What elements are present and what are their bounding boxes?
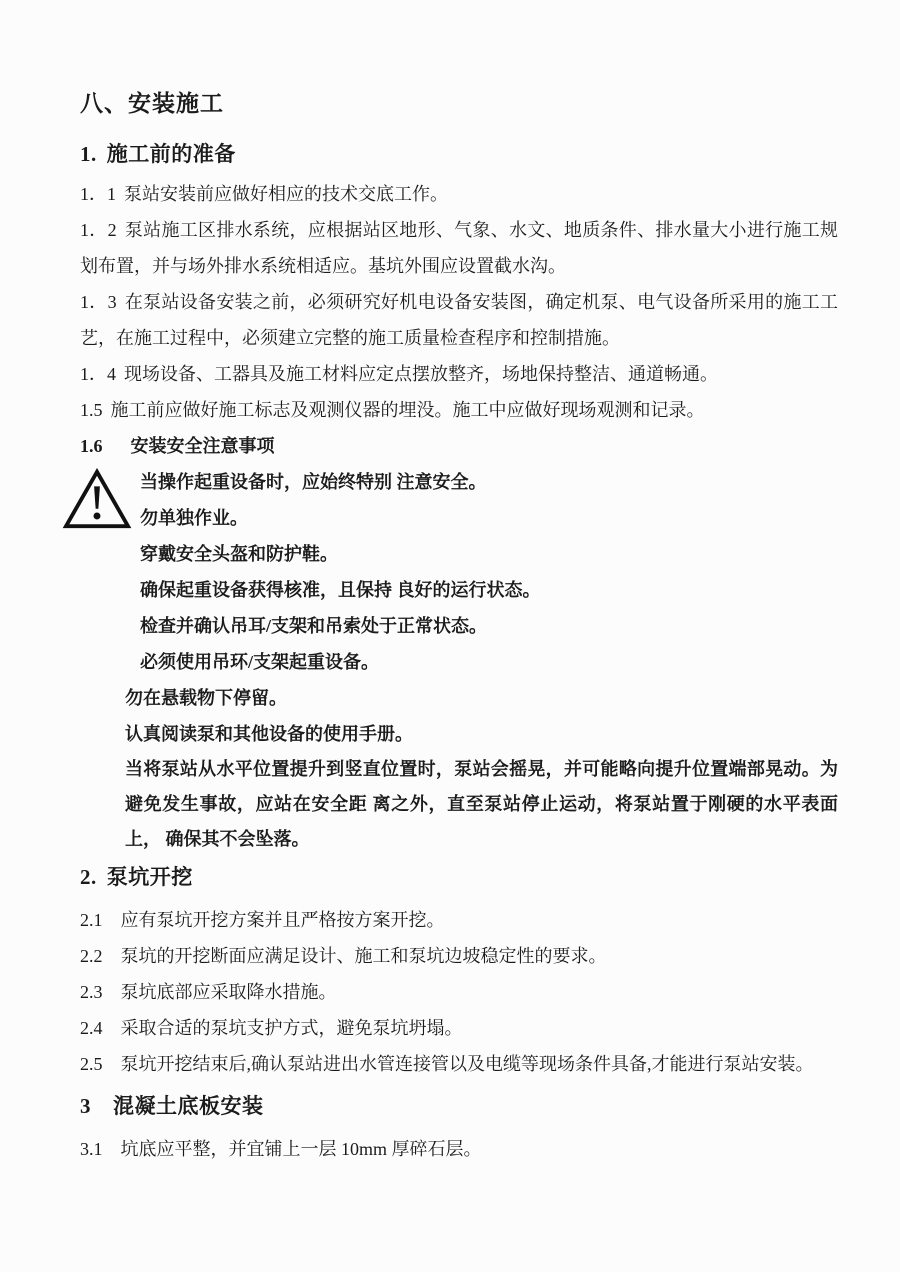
section-3-number: 3 (80, 1094, 91, 1118)
warning-triangle-icon (62, 468, 132, 530)
para-text: 泵站施工区排水系统，应根据站区地形、气象、水文、地质条件、排水量大小进行施工规划布置，并与场外排水系统相适应。基坑外围应设置截水沟。 (80, 220, 839, 276)
para-1-3 (80, 284, 838, 356)
para-text: 泵坑开挖结束后,确认泵站进出水管连接管以及电缆等现场条件具备,才能进行泵站安装。 (120, 1054, 814, 1074)
para-text: 泵站安装前应做好相应的技术交底工作。 (124, 184, 448, 204)
para-number: 2.3 (80, 982, 103, 1002)
para-text: 施工前应做好施工标志及观测仪器的埋没。施工中应做好现场观测和记录。 (110, 400, 705, 420)
para-number: 2.2 (80, 946, 103, 966)
para-number: 1．2 (80, 220, 117, 240)
safety-item: 当操作起重设备时，应始终特别 注意安全。 (140, 472, 487, 492)
para-number: 2.1 (80, 910, 103, 930)
para-number: 1．3 (80, 292, 117, 312)
para-1-4 (80, 356, 838, 392)
safety-item: 检查并确认吊耳/支架和吊索处于正常状态。 (140, 616, 487, 636)
para-number: 1.5 (80, 400, 103, 420)
section-1-heading (80, 142, 838, 167)
para-1-5 (80, 392, 838, 428)
safety-section-heading (80, 428, 838, 464)
para-2-2 (80, 938, 838, 974)
para-2-1 (80, 902, 838, 938)
para-number: 1．1 (80, 184, 116, 204)
para-text: 采取合适的泵坑支护方式，避免泵坑坍塌。 (120, 1018, 463, 1038)
para-2-4 (80, 1010, 838, 1046)
para-number: 2.5 (80, 1054, 103, 1074)
section-1-number: 1. (80, 142, 97, 166)
section-2-number: 2. (80, 865, 97, 889)
section-3-heading (80, 1094, 838, 1119)
para-text: 泵坑底部应采取降水措施。 (120, 982, 337, 1002)
para-text: 现场设备、工器具及施工材料应定点摆放整齐，场地保持整洁、通道畅通。 (124, 364, 718, 384)
safety-item: 确保起重设备获得核准，且保持 良好的运行状态。 (140, 580, 541, 600)
para-1-1 (80, 176, 838, 212)
para-text: 泵坑的开挖断面应满足设计、施工和泵坑边坡稳定性的要求。 (120, 946, 607, 966)
para-2-5 (80, 1046, 838, 1082)
section-2 (80, 865, 838, 1082)
safety-item: 认真阅读泵和其他设备的使用手册。 (125, 724, 413, 744)
para-text: 应有泵坑开挖方案并且严格按方案开挖。 (120, 910, 445, 930)
safety-item: 当将泵站从水平位置提升到竖直位置时，泵站会摇晃，并可能略向提升位置端部晃动。为避免发生事故，应站在安全距 离之外，直至泵站停止运动，将泵站置于刚硬的水平表面上， 确保其不会坠落。 (125, 759, 838, 849)
section-3-title: 混凝土底板安装 (113, 1094, 264, 1118)
safety-item: 穿戴安全头盔和防护鞋。 (140, 544, 338, 564)
safety-item: 必须使用吊环/支架起重设备。 (140, 652, 379, 672)
section-2-title: 泵坑开挖 (106, 865, 193, 889)
para-text: 坑底应平整，并宜铺上一层 10mm 厚碎石层。 (120, 1139, 482, 1159)
para-3-1 (80, 1131, 838, 1167)
para-2-3 (80, 974, 838, 1010)
para-1-2 (80, 212, 838, 284)
safety-item: 勿在悬载物下停留。 (125, 688, 287, 708)
safety-section-number: 1.6 (80, 436, 103, 456)
para-number: 2.4 (80, 1018, 103, 1038)
section-2-heading (80, 865, 838, 890)
para-number: 3.1 (80, 1139, 103, 1159)
safety-section-title: 安装安全注意事项 (130, 436, 275, 456)
section-3 (80, 1094, 838, 1167)
safety-item: 勿单独作业。 (140, 508, 248, 528)
safety-notes-block (80, 464, 838, 857)
doc-title: 八、安装施工 (80, 91, 224, 116)
section-1-title: 施工前的准备 (106, 142, 236, 166)
para-text: 在泵站设备安装之前，必须研究好机电设备安装图，确定机泵、电气设备所采用的施工工艺，在施工过程中，必须建立完整的施工质量检查程序和控制措施。 (80, 292, 839, 348)
para-number: 1．4 (80, 364, 116, 384)
